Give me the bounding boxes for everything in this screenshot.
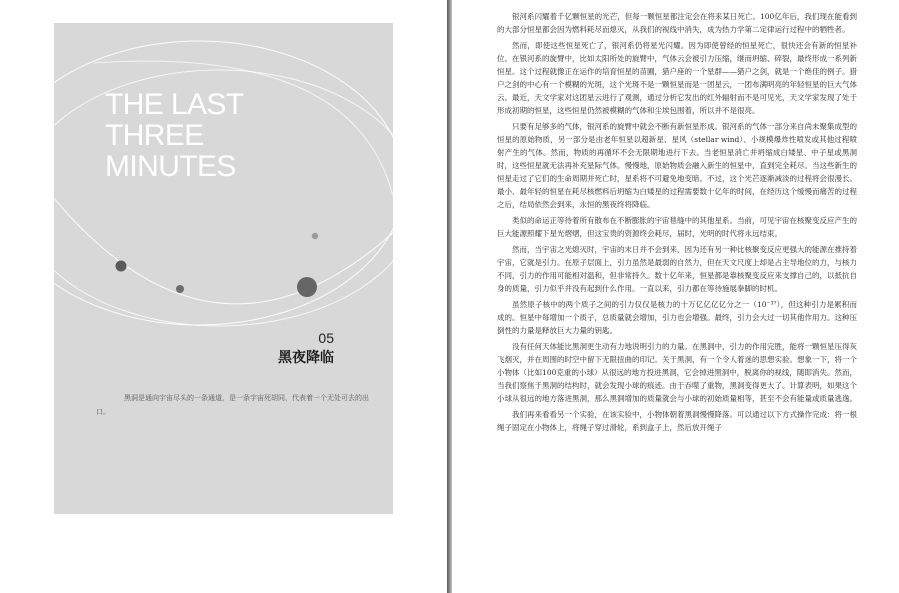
book-title: [105, 89, 244, 182]
orbit-ring: [54, 41, 393, 325]
paragraph: 没有任何天体能比黑洞更生动有力地说明引力的力量。在黑洞中，引力的作用完胜，能将一颗恒星压得灰飞烟灭，并在周围的时空中留下无限扭曲的印记。关于黑洞，有一个令人着迷的思想实验。想象一下，将一个小物体（比如100克重的小球）从很远的地方投进黑洞，它会掉进黑洞中，脱离你的视线，随即消失。然而，当我们察焦于黑洞的结构时，就会发现小球的痕迹。由于吞噬了重物，黑洞变得更大了。计算表明，如果这个小球从很远的地方落进黑洞，那么黑洞增加的质量就会与小球的初始质量相等，甚至不会有能量或质量逃逸。: [497, 342, 857, 403]
chapter-cover: [54, 23, 393, 514]
paragraph: 然而，当宇宙之光熄灭时，宇宙的末日并不会到来，因为还有另一种比核聚变反应更强大的能源在推持着宇宙，它就是引力。在原子层面上，引力虽然是最弱的自然力，但在天文尺度上却是占主导地位的力，与核力不同，引力的作用可能相对温和，但非常持久。数十亿年来，恒星都是靠核聚变反应来支撑自己的，以抵抗自身的质量，引力似乎并没有起到什么作用。一直以来，引力都在等待施展拳脚的时机。: [497, 245, 857, 293]
body-text: [497, 10, 857, 437]
planet-dot: [116, 261, 127, 272]
paragraph: 银河系闪耀着千亿颗恒星的光芒，但每一颗恒星都注定会在将来某日死亡。100亿年后，我们现在能看到的大部分恒星都会因为燃料耗尽而熄灭，从我们的视线中消失，成为热力学第二定律运行过程中的牺牲者。: [497, 12, 857, 34]
book-title-line: THE LAST: [105, 88, 244, 121]
book-title-line: MINUTES: [105, 150, 236, 183]
paragraph: 然而，即使这些恒星死亡了，银河系仍将星光闪耀。因为即使曾经的恒星死亡，很快还会有新的恒星补位。在银河系的旋臂中，比如太阳所处的旋臂中，气体云会被引力压缩，继而坍缩、碎裂，最终形成一系列新恒星。这个过程就像正在运作的培育恒星的苗圃，猎户座的一个星群——猎户之剑，就是一个绝佳的例子。猎户之剑的中心有一个模糊的光斑，这个光斑不是一颗恒星而是一团星云，一团布满明亮的年轻恒星的巨大气体云。最近，天文学家对这团星云进行了观测，通过分析它发出的红外辐射而不是可见光，天文学家发现了处于形成初期的恒星，这些恒星仍然被模糊的气体和尘埃包围着，所以并不是很亮。: [497, 41, 857, 115]
right-page: [452, 0, 899, 593]
planet-dot: [297, 277, 317, 297]
paragraph: 虽然原子核中的两个质子之间的引力仅仅是核力的十万亿亿亿亿分之一（10⁻³⁷），但这种引力是累积而成的。恒星中每增加一个质子，总质量就会增加，引力也会增强。最终，引力会大过一切其他作用力。这种压倒性的力量是释放巨大力量的钥匙。: [497, 300, 857, 335]
paragraph: 我们再来看看另一个实验，在该实验中，小物体朝着黑洞慢慢降落。可以通过以下方式操作完成：将一根绳子固定在小物体上，将绳子穿过滑轮，系到盒子上，然后放开绳子: [497, 410, 857, 432]
chapter-epigraph: 黑洞是通向宇宙尽头的一条通道，是一条宇宙死胡同，代表着一个无处可去的出口。: [96, 394, 369, 416]
book-title-line: THREE: [105, 119, 204, 152]
planet-dot: [176, 285, 184, 293]
paragraph: 类似的命运正等待着所有散布在不断膨胀的宇宙毯缝中的其他星系。当前，可见宇宙在核聚变反应产生的巨大能源照耀下星光熠熠，但这宝贵的资源终会耗尽，届时，光明的时代将永远结束。: [497, 216, 857, 238]
chapter-title: 黑夜降临: [278, 350, 334, 366]
chapter-number: 05: [318, 330, 334, 346]
planet-dot: [312, 233, 318, 239]
paragraph: 只要有足够多的气体，银河系的旋臂中就会不断有新恒星形成。银河系的气体一部分来自尚未聚集成型的恒星的原始物质，另一部分是由老年恒星以超新星、星风（stellar wind）、小规模爆炸性喷发或其他过程喷射产生的气体。然而，物质的再循环不会无限期地进行下去。当老恒星消亡并坍缩成白矮星、中子星或黑洞时，这些恒星就无法再补充星际气体。慢慢地，原始物质会融入新生的恒星中，直到完全耗尽。当这些新生的恒星走过了它们的生命周期并死亡时，星系将不可避免地变暗。不过，这个光芒逐渐减淡的过程将会很漫长。最小、最年轻的恒星在耗尽核燃料后坍缩为白矮星的过程需要数十亿年的时间，在经历这个缓慢而痛苦的过程之后，结局依然会到来，永恒的黑夜终将降临。: [497, 122, 857, 209]
left-page: [0, 0, 447, 593]
